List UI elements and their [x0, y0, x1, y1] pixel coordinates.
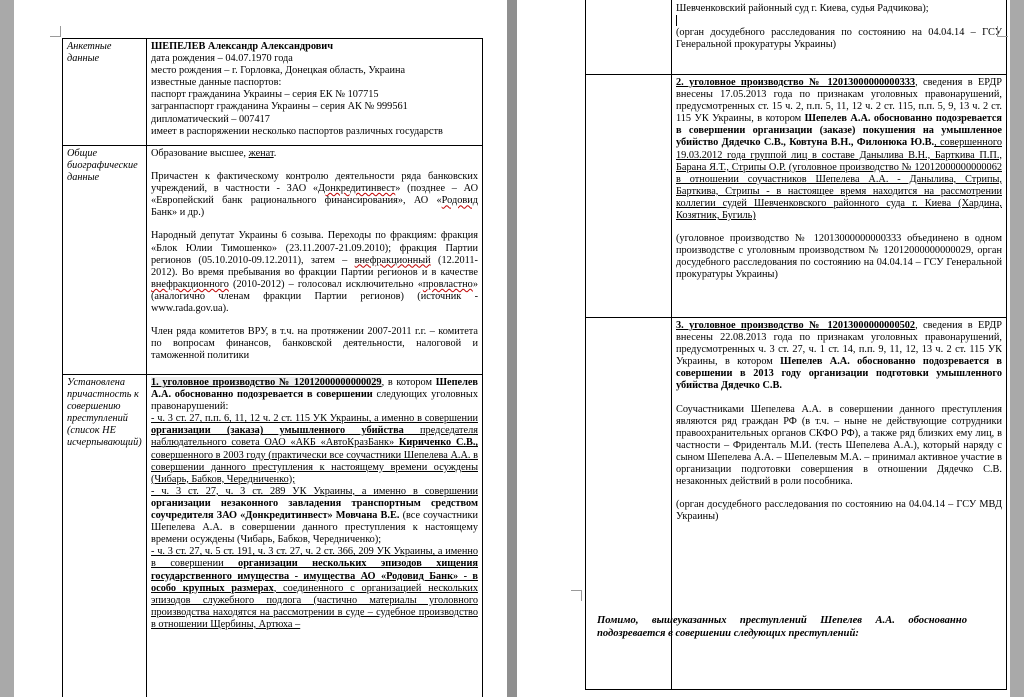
- case-1-charge-2: - ч. 3 ст. 27, ч. 3 ст. 289 УК Украины, а именно в совершении организации незаконного завладения транспортным средством соучредителя ЗАО «Донкредитинвест» Мовчана В.Е. (все соучастники Шепелева А.А. в совершении данного преступления к настоящему времени осуждены (Чибарь, Бабков, Чередниченко);: [151, 485, 478, 546]
- case-1-charge-1: - ч. 3 ст. 27, п.п. 6, 11, 12 ч. 2 ст. 115 УК Украины, а именно в совершении организации (заказа) умышленного убийства председателя наблюдательного совета ОАО «АКБ «АвтоКразБанк» Кириченко С.В., совершенного в 2003 году (практически все соучастники Шепелева А.А. в совершении данного преступления к настоящему времени осуждены (Чибарь, Бабков, Чередниченко);: [151, 413, 478, 485]
- person-name: ШЕПЕЛЕВ Александр Александрович: [151, 41, 334, 52]
- education-line: Образование высшее, женат.: [151, 148, 277, 159]
- page-corner-marker: [571, 590, 582, 601]
- passport-line-foreign: загранпаспорт гражданина Украины – серия АК № 999561: [151, 101, 408, 113]
- case-1-continuation-cell: [672, 0, 1007, 75]
- page-corner-marker: [997, 26, 1008, 37]
- case-1-charge-3: - ч. 3 ст. 27, ч. 5 ст. 191, ч. 3 ст. 27, ч. 2 ст. 366, 209 УК Украины, а именно в совершении организации нескольких эпизодов хищения государственного имущества - имущества АО «Родовид Банк» - в особо крупных размерах, соединенного с организацией нескольких эпизодов служебного подлога (частично материалы уголовного производства находятся на рассмотрении в суде – судебное производство в отношении Щербины, Артюха –: [151, 546, 478, 630]
- row-label-empty: [586, 0, 672, 75]
- table-row-personal-data: [63, 39, 483, 146]
- table-row-case-2: [586, 75, 1007, 318]
- page-gutter: [507, 0, 517, 697]
- document-page-right: [517, 0, 1010, 697]
- case-2-cell: [672, 75, 1007, 318]
- page-corner-marker: [50, 26, 61, 37]
- case-3-accomplices: Соучастниками Шепелева А.А. в совершении данного преступления являются ряд граждан РФ (в т.ч. – ныне не действующие сотрудники правоохранительных органов СКФО РФ), а также ряд близких ему лиц, в частности – Фриденталь М.И. (тесть Шепелева А.А.), который наряду с сыном Шепелева А.А. – Шепелевым М.А. – принимал активное участие в организации подготовки совершения в отношении Дядечко С.В. незаконных действий в роли пособника.: [676, 403, 1002, 488]
- passport-line-diplomatic: дипломатический – 007417: [151, 113, 270, 125]
- dossier-table-right: [585, 0, 1007, 690]
- case-2-title: 2. уголовное производство № 12013000000000333: [676, 77, 916, 88]
- case-2-paragraph: 2. уголовное производство № 12013000000000333, сведения в ЕРДР внесены 17.05.2013 года по признакам уголовных правонарушений, предусмотренных ст. 15 ч. 2, п.п. 5, 11, 12 ч. 2 ст. 115, п.п. 5, 9, 13 ч. 2 ст. 115 УК Украины, в котором Шепелев А.А. обоснованно подозревается в совершении организации (заказе) покушения на умышленное убийство Дядечко С.В., Ковтуна В.Н., Филонюка Ю.В., совершенного 19.03.2012 года группой лиц в составе Данылива В.Н., Барткива П.П., Барана Я.Т., Стрипы О.Р. (уголовное производство № 12012000000000062 в отношении соучастников Шепелева А.А. - Данылива, Стрипы, Барткива, Стрипы - в настоящее время находится на рассмотрении коллегии судей Шевченковского районного суда г. Киева (Хардина, Козятник, Бугиль): [676, 77, 1003, 222]
- case-1-court-line: Шевченковский районный суд г. Киева, судья Радчикова);: [676, 3, 929, 14]
- birth-date-line: дата рождения – 04.07.1970 года: [151, 53, 293, 65]
- table-row-crimes: [63, 375, 483, 697]
- case-1-paragraph: 1. уголовное производство № 12012000000000029, в котором Шепелев А.А. обоснованно подозревается в совершении следующих уголовных правонарушений:: [151, 377, 478, 413]
- biography-cell: [147, 146, 483, 375]
- row-label-biography: Общие биографические данные: [63, 146, 147, 375]
- passports-note: имеет в распоряжении несколько паспортов различных государств: [151, 125, 443, 137]
- row-label-crimes: Установлена причастность к совершению преступлений (список НЕ исчерпывающий): [63, 375, 147, 697]
- case-3-title: 3. уголовное производство № 12013000000000502: [676, 320, 916, 331]
- text-cursor: [676, 15, 677, 26]
- case-3-investigation-organ: (орган досудебного расследования по состоянию на 04.04.14 – ГСУ МВД Украины): [676, 499, 1002, 523]
- case-1-investigation-organ: (орган досудебного расследования по состоянию на 04.04.14 – ГСУ Генеральной прокуратуры Украины): [676, 27, 1002, 51]
- row-label-personal-data: Анкетные данные: [63, 39, 147, 146]
- case-3-paragraph: 3. уголовное производство № 12013000000000502, сведения в ЕРДР внесены 22.08.2013 года по признакам уголовных правонарушений, предусмотренных ч. 3 ст. 27, ч. 1 ст. 14, п.п. 9, 11, 12, 13 ч. 2 ст. 115 УК Украины, в котором Шепелев А.А. обоснованно подозревается в совершении в 2013 году организации подготовки умышленного убийства Дядечко С.В.: [676, 320, 1002, 392]
- passport-line-national: паспорт гражданина Украины – серия ЕК № 107715: [151, 89, 379, 101]
- dossier-table-left: [62, 38, 483, 697]
- personal-data-cell: [147, 39, 483, 146]
- case-1-title: 1. уголовное производство № 12012000000000029: [151, 377, 382, 388]
- table-row-biography: [63, 146, 483, 375]
- birth-place-line: место рождения – г. Горловка, Донецкая область, Украина: [151, 65, 406, 77]
- case-1-cell: [147, 375, 483, 697]
- table-row-crimes-continued: [586, 0, 1007, 75]
- case-2-merge-note: (уголовное производство № 12013000000000333 объединено в одном производстве с уголовным производством № 12012000000000029, орган досудебного расследования по состоянию на 04.04.14 – ГСУ Генеральной прокуратуры Украины): [676, 233, 1002, 281]
- closing-paragraph: Помимо, вышеуказанных преступлений Шепелев А.А. обоснованно подозревается в совершении следующих преступлений:: [597, 615, 967, 639]
- document-page-left: [14, 0, 507, 697]
- banks-paragraph: Причастен к фактическому контролю деятельности ряда банковских учреждений, в частности - ЗАО «Донкредитинвест» (позднее – АО «Европейский банк рационального финансирования», АО «Родовид Банк» и др.): [151, 171, 478, 219]
- passports-heading: известные данные паспортов:: [151, 77, 282, 89]
- committees-paragraph: Член ряда комитетов ВРУ, в т.ч. на протяжении 2007-2011 г.г. – комитета по вопросам финансов, банковской деятельности, налоговой и таможенной политики: [151, 326, 478, 362]
- deputy-paragraph: Народный депутат Украины 6 созыва. Переходы по фракциям: фракция «Блок Юлии Тимошенко» (23.11.2007-21.09.2010); фракция Партии регионов (05.10.2010-09.12.2011), затем – внефракционный (12.2011-2012). Во время пребывания во фракции Партии регионов и в качестве внефракционного (2010-2012) – голосовал исключительно «провластно» (аналогично членам фракции Партии регионов) (источник - www.rada.gov.ua).: [151, 230, 478, 315]
